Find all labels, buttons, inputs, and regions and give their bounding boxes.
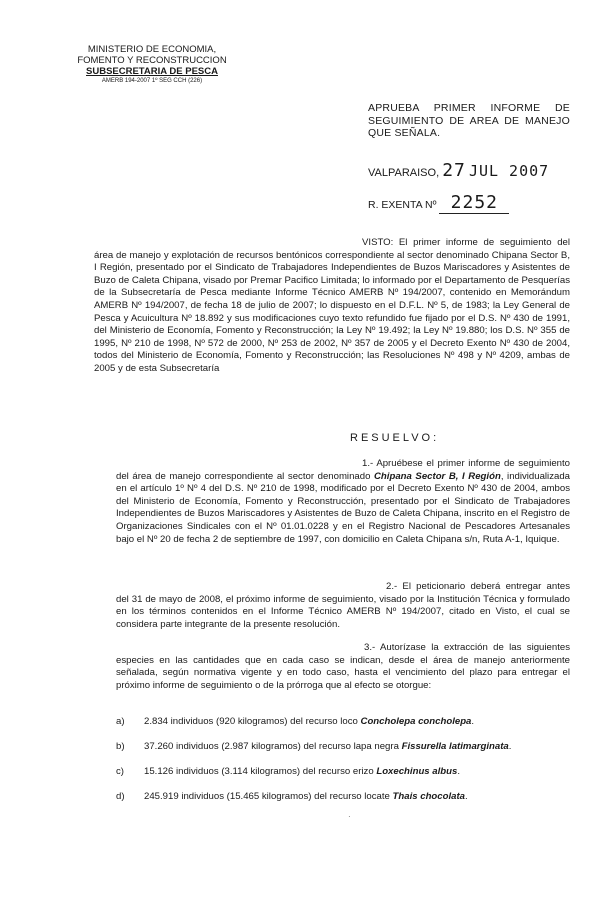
article-1 [116,458,570,546]
document-reference: AMERB 194-2007 1º SEG CCH (226) [101,78,203,84]
item-letter: b) [116,741,125,752]
species-name: Concholepa concholepa [360,716,472,727]
species-item [116,766,460,777]
subsecretaria-name: SUBSECRETARIA DE PESCA [86,66,218,77]
item-text: 2.834 individuos (920 kilogramos) del recurso loco [144,716,361,727]
item-letter: c) [116,766,124,777]
date-label: VALPARAISO, [368,167,440,179]
item-end: . [457,766,461,777]
scan-mark: · [348,812,351,821]
article-1-text-a: 1.- Apruébese el primer informe de seguimiento del área de manejo correspondiente al sector denominado [116,458,570,482]
date-line [368,160,549,181]
article-3: 3.- Autorízase la extracción de las siguientes especies en las cantidades que en cada caso se indican, desde el área de manejo anteriormente señalada, según normativa vigente y en todo caso, hasta el vencimiento del plazo para entregar el próximo informe de seguimiento o de la prórroga que al efecto se otorgue: [116,642,570,691]
species-name: Thais chocolata [392,791,466,802]
letterhead [62,44,242,85]
species-item [116,741,511,752]
item-end: . [465,791,468,802]
species-item [116,716,474,727]
resolution-label: R. EXENTA Nº [368,199,437,211]
item-text: 15.126 individuos (3.114 kilogramos) del recurso erizo [144,766,377,777]
visto-paragraph: VISTO: El primer informe de seguimiento del área de manejo y explotación de recursos bentónicos correspondiente al sector denominado Chipana Sector B, I Región, presentado por el Sindicato de Trabajadores Independientes de Buzos Mariscadores y Asistentes de Buzo de Caleta Chipana, visado por Premar Pacifico Limitada; lo informado por el Departamento de Pesquerías de la Subsecretaría de Pesca mediante Informe Técnico AMERB Nº 194/2007, contenido en Memorándum AMERB Nº 194/2007, de fecha 18 de julio de 2007; lo dispuesto en el D.F.L. Nº 5, de 1983; la Ley General de Pesca y Acuicultura Nº 18.892 y sus modificaciones cuyo texto refundido fue fijado por el D.S. Nº 430 de 1991, del Ministerio de Economía, Fomento y Reconstrucción; la Ley Nº 19.492; la Ley Nº 19.880; los D.S. Nº 355 de 1995, Nº 210 de 1998, Nº 572 de 2000, Nº 253 de 2002, Nº 357 de 2005 y el Decreto Exento Nº 430 de 2004, todos del Ministerio de Economía, Fomento y Reconstrucción; las Resoluciones Nº 498 y Nº 4209, ambas de 2005 y de esta Subsecretaría [94,237,570,374]
item-end: . [508,741,512,752]
resolution-number-line [368,192,509,214]
species-item [116,791,468,802]
item-end: . [471,716,475,727]
item-letter: d) [116,791,125,802]
item-text: 245.919 individuos (15.465 kilogramos) del recurso locate [144,791,393,802]
date-month-year: JUL 2007 [468,162,550,180]
ministry-name: MINISTERIO DE ECONOMIA, [87,44,217,55]
species-name: Fissurella latimarginata [401,741,509,752]
article-1-text-b: , individualizada en el artículo 1º Nº 4 del D.S. Nº 210 de 1998, modificado por el Decreto Exento Nº 430 de 2004, ambos del Ministerio de Economía, Fomento y Reconstrucción, presentado por el Sindicato de Trabajadores Independientes de Buzos Mariscadores y Asistentes de Buzo de Caleta Chipana, inscrito en el Registro de Organizaciones Sindicales con el Nº 01.01.0228 y en el Registro Nacional de Pescadores Artesanales bajo el Nº 20 de fecha 2 de septiembre de 1997, con domicilio en Caleta Chipana s/n, Ruta A-1, Iquique. [116,470,570,545]
date-day: 27 [442,160,466,181]
item-letter: a) [116,716,125,727]
item-text: 37.260 individuos (2.987 kilogramos) del recurso lapa negra [144,741,402,752]
resolution-number: 2252 [450,192,498,213]
article-2: 2.- El peticionario deberá entregar antes del 31 de mayo de 2008, el próximo informe de seguimiento, visado por la Institución Técnica y formulado en los términos contenidos en el Informe Técnico AMERB Nº 194/2007, citado en Visto, el cual se considera parte integrante de la presente resolución. [116,581,570,630]
species-name: Loxechinus albus [376,766,458,777]
area-name: Chipana Sector B, I Región [374,470,501,482]
document-subject: APRUEBA PRIMER INFORME DE SEGUIMIENTO DE AREA DE MANEJO QUE SEÑALA. [368,102,570,139]
ministry-subname: FOMENTO Y RECONSTRUCCION [77,55,227,66]
resuelvo-heading: RESUELVO: [350,432,440,444]
